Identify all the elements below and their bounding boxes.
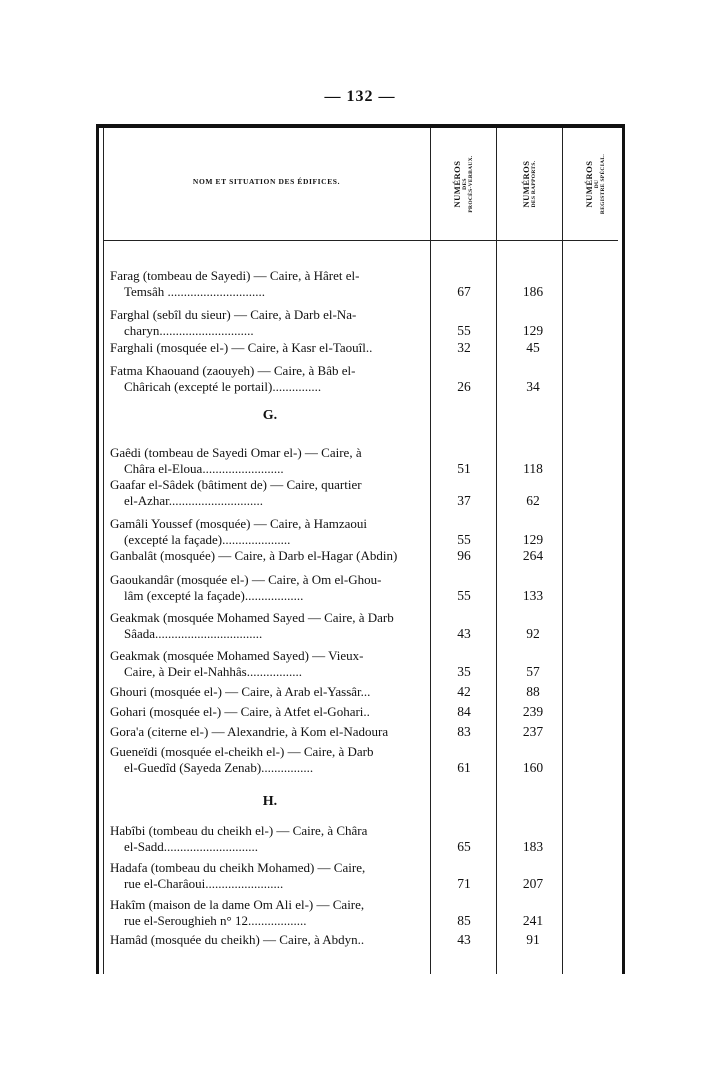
header-rap-line-2: DES RAPPORTS.	[531, 160, 537, 208]
rapport-number: 129	[522, 323, 544, 338]
edifice-name	[110, 744, 428, 776]
edifice-name-line-2: Temsâh ..............................	[124, 284, 265, 299]
proces-verbal-number: 71	[457, 876, 471, 891]
edifice-name-line-1: Gaêdi (tombeau de Sayedi Omar el-) — Caire, à	[110, 445, 362, 460]
proces-verbal-number: 51	[457, 461, 471, 476]
edifice-name	[110, 897, 428, 929]
edifice-name-line-1: Gamâli Youssef (mosquée) — Caire, à Hamzaoui	[110, 516, 368, 531]
edifice-name-line-1: Farghali (mosquée el-) — Caire, à Kasr el-Taouîl..	[110, 340, 373, 355]
edifice-name	[110, 340, 428, 356]
header-reg-line-2: DU	[594, 179, 600, 189]
edifice-name	[110, 477, 428, 509]
edifice-name	[110, 932, 428, 948]
page-number: — 132 —	[324, 88, 396, 105]
table-row	[110, 897, 630, 929]
edifice-name	[110, 684, 428, 700]
rapport-number: 129	[522, 532, 544, 547]
rapport-number: 264	[522, 548, 544, 563]
rapport-number: 239	[522, 704, 544, 719]
edifice-name-line-1: Geakmak (mosquée Mohamed Sayed — Caire, à Darb	[110, 610, 394, 625]
table-row	[110, 340, 630, 356]
header-reg-line-3: REGISTRE SPÉCIAL.	[600, 153, 606, 215]
edifice-name-line-1: Ghouri (mosquée el-) — Caire, à Arab el-Yassâr...	[110, 684, 371, 699]
edifice-name-line-2: charyn.............................	[124, 323, 254, 338]
table-row	[110, 648, 630, 680]
edifice-name-line-1: Ganbalât (mosquée) — Caire, à Darb el-Hagar (Abdin)	[110, 548, 398, 563]
rapport-number: 186	[522, 284, 544, 299]
edifice-name-line-2: Caire, à Deir el-Nahhâs.................	[124, 664, 302, 679]
proces-verbal-number: 55	[457, 532, 471, 547]
edifice-name-line-1: Gora'a (citerne el-) — Alexandrie, à Kom el-Nadoura	[110, 724, 389, 739]
table-row	[110, 860, 630, 892]
proces-verbal-number: 37	[457, 493, 471, 508]
table-row	[110, 572, 630, 604]
table-row	[110, 307, 630, 339]
table-row	[110, 610, 630, 642]
section-letter: H.	[262, 794, 278, 809]
rapport-number: 207	[522, 876, 544, 891]
edifice-name-line-1: Farag (tombeau de Sayedi) — Caire, à Hâret el-	[110, 268, 360, 283]
header-pv-line-3: PROCÈS-VERBAUX.	[468, 155, 474, 213]
proces-verbal-number: 65	[457, 839, 471, 854]
rapport-number: 133	[522, 588, 544, 603]
proces-verbal-number: 85	[457, 913, 471, 928]
edifice-name-line-2: lâm (excepté la façade)..................	[124, 588, 304, 603]
edifice-name-line-1: Fatma Khaouand (zaouyeh) — Caire, à Bâb el-	[110, 363, 356, 378]
table-row	[110, 363, 630, 395]
edifice-name-line-2: rue el-Charâoui........................	[124, 876, 284, 891]
rapport-number: 118	[523, 461, 543, 476]
edifice-name	[110, 548, 428, 564]
rapport-number: 91	[526, 932, 540, 947]
proces-verbal-number: 83	[457, 724, 471, 739]
rapport-number: 62	[526, 493, 540, 508]
edifice-name-line-2: Châra el-Eloua.........................	[124, 461, 284, 476]
edifice-name-line-1: Hamâd (mosquée du cheikh) — Caire, à Abdyn..	[110, 932, 365, 947]
rapport-number: 57	[526, 664, 540, 679]
rapport-number: 88	[526, 684, 540, 699]
rapport-number: 34	[526, 379, 540, 394]
edifice-name-line-2: Châricah (excepté le portail)...............	[124, 379, 322, 394]
edifice-name	[110, 823, 428, 855]
edifice-name	[110, 648, 428, 680]
proces-verbal-number: 35	[457, 664, 471, 679]
edifice-name-line-2: Sâada.................................	[124, 626, 263, 641]
table-row	[110, 268, 630, 300]
edifice-name-line-1: Gaoukandâr (mosquée el-) — Caire, à Om el-Ghou-	[110, 572, 382, 587]
edifice-name	[110, 724, 428, 740]
table-row	[110, 932, 630, 948]
edifice-name	[110, 704, 428, 720]
proces-verbal-number: 43	[457, 626, 471, 641]
edifice-name	[110, 307, 428, 339]
table-row	[110, 445, 630, 477]
edifice-name	[110, 363, 428, 395]
rapport-number: 45	[526, 340, 540, 355]
table-row	[110, 548, 630, 564]
rapport-number: 237	[522, 724, 544, 739]
proces-verbal-number: 96	[457, 548, 471, 563]
header-pv-line-1: NUMÉROS	[452, 160, 462, 208]
edifice-name-line-2: (excepté la façade).....................	[124, 532, 291, 547]
table-row	[110, 684, 630, 700]
edifice-name-line-1: Gohari (mosquée el-) — Caire, à Atfet el-Gohari..	[110, 704, 370, 719]
header-reg-line-1: NUMÉROS	[584, 160, 594, 208]
edifice-name-line-2: el-Sadd.............................	[124, 839, 258, 854]
header-name-column: NOM ET SITUATION DES ÉDIFICES.	[192, 177, 341, 186]
edifice-name	[110, 610, 428, 642]
edifice-name-line-1: Hakîm (maison de la dame Om Ali el-) — Caire,	[110, 897, 365, 912]
edifice-name	[110, 860, 428, 892]
table-row	[110, 823, 630, 855]
proces-verbal-number: 26	[457, 379, 471, 394]
edifice-name-line-1: Hadafa (tombeau du cheikh Mohamed) — Caire,	[110, 860, 366, 875]
proces-verbal-number: 67	[457, 284, 471, 299]
proces-verbal-number: 42	[457, 684, 471, 699]
edifice-name-line-1: Gueneïdi (mosquée el-cheikh el-) — Caire, à Darb	[110, 744, 374, 759]
proces-verbal-number: 43	[457, 932, 471, 947]
header-pv-line-2: DES	[462, 178, 468, 190]
edifice-name-line-1: Habîbi (tombeau du cheikh el-) — Caire, à Châra	[110, 823, 368, 838]
rapport-number: 160	[522, 760, 544, 775]
rapport-number: 183	[522, 839, 544, 854]
rapport-number: 241	[522, 913, 544, 928]
table-row	[110, 724, 630, 740]
proces-verbal-number: 84	[457, 704, 471, 719]
table-row	[110, 477, 630, 509]
section-letter: G.	[262, 408, 278, 423]
edifice-name	[110, 516, 428, 548]
edifice-name-line-1: Gaafar el-Sâdek (bâtiment de) — Caire, quartier	[110, 477, 362, 492]
edifice-name-line-1: Farghal (sebîl du sieur) — Caire, à Darb el-Na-	[110, 307, 357, 322]
edifice-name	[110, 445, 428, 477]
table-row	[110, 516, 630, 548]
table-row	[110, 744, 630, 776]
edifice-name-line-2: el-Guedîd (Sayeda Zenab)................	[124, 760, 314, 775]
proces-verbal-number: 55	[457, 588, 471, 603]
proces-verbal-number: 55	[457, 323, 471, 338]
edifice-name-line-2: el-Azhar.............................	[124, 493, 264, 508]
rapport-number: 92	[526, 626, 540, 641]
header-rap-line-1: NUMÉROS	[521, 160, 531, 208]
edifice-name	[110, 572, 428, 604]
proces-verbal-number: 32	[457, 340, 471, 355]
edifice-name	[110, 268, 428, 300]
table-row	[110, 704, 630, 720]
edifice-name-line-2: rue el-Seroughieh n° 12..................	[124, 913, 307, 928]
edifice-name-line-1: Geakmak (mosquée Mohamed Sayed) — Vieux-	[110, 648, 364, 663]
proces-verbal-number: 61	[457, 760, 471, 775]
